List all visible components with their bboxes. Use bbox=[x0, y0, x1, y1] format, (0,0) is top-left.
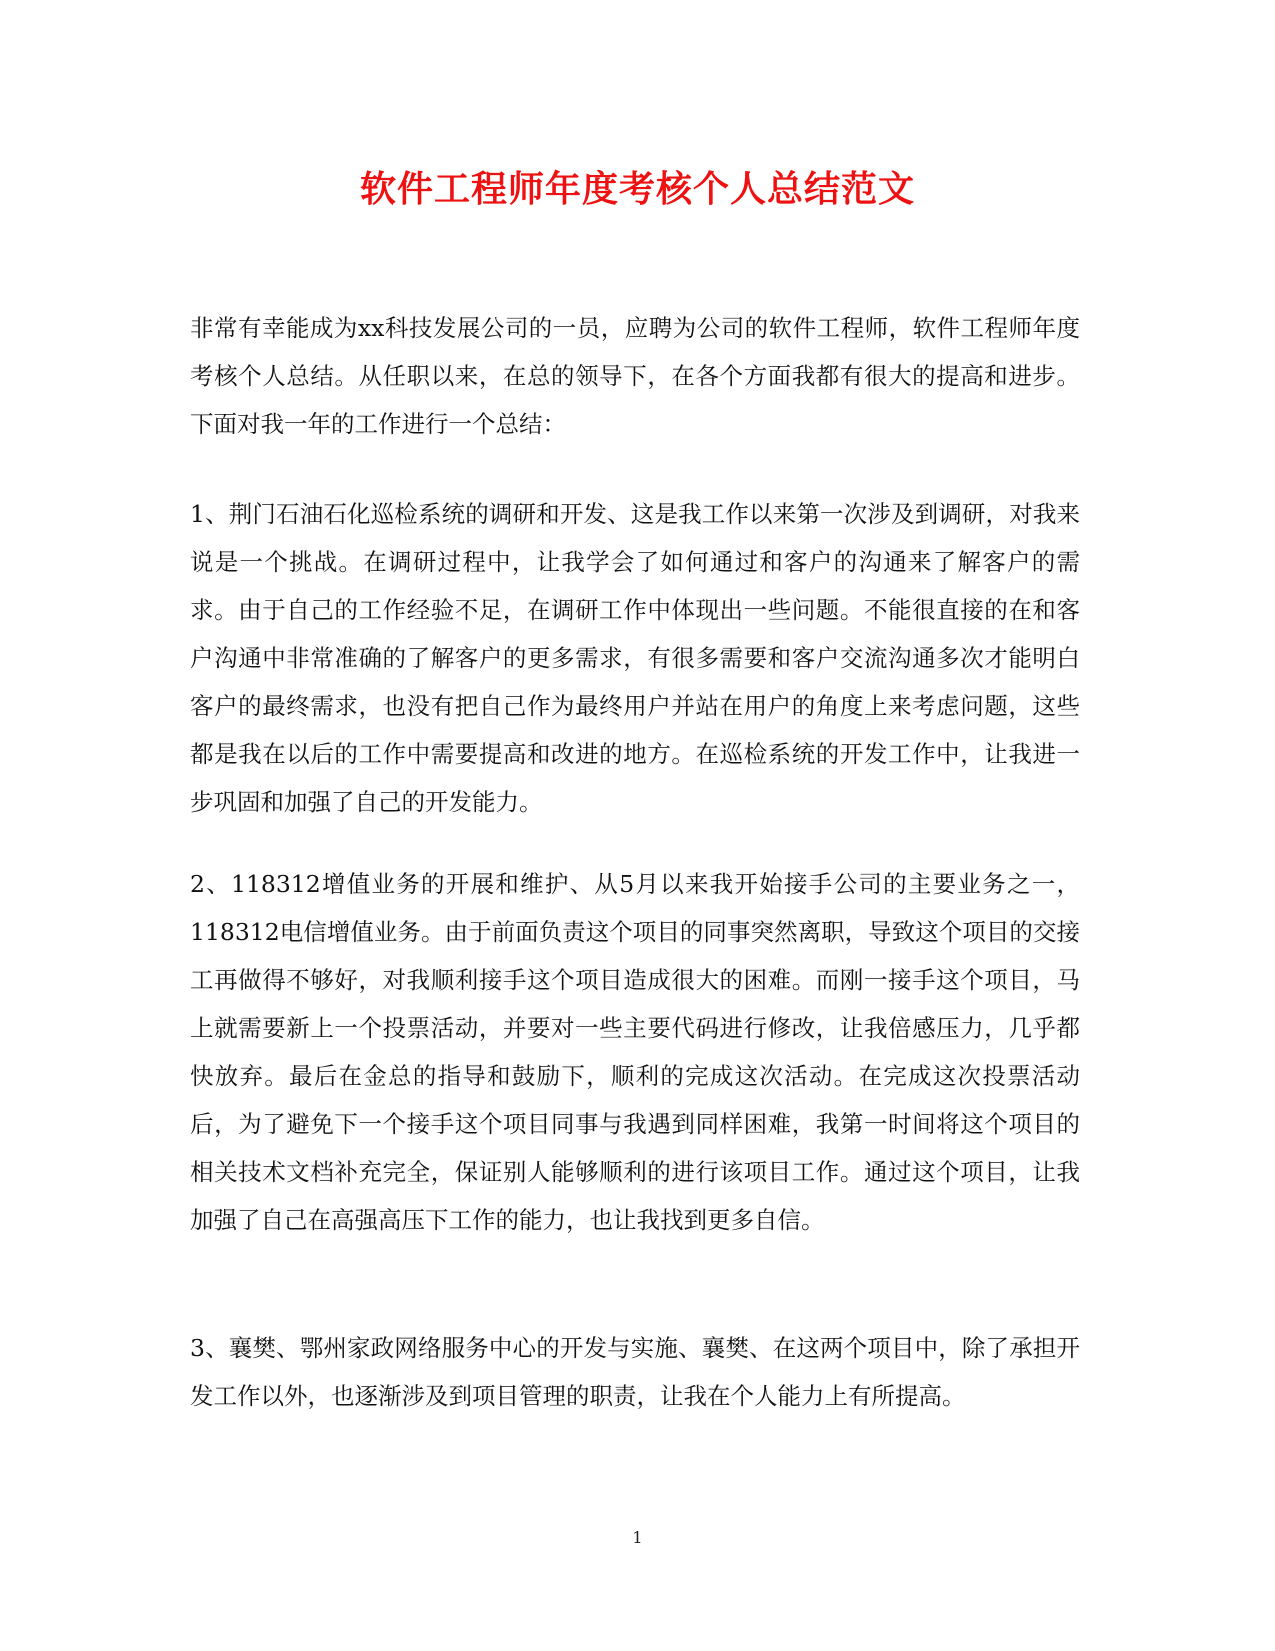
body-paragraph-2 bbox=[190, 860, 1080, 1244]
paragraph-text: 非常有幸能成为xx科技发展公司的一员，应聘为公司的软件工程师，软件工程师年度考核个人总结。从任职以来，在总的领导下，在各个方面我都有很大的提高和进步。下面对我一年的工作进行一个总结： bbox=[190, 314, 1080, 438]
body-paragraph-1 bbox=[190, 490, 1080, 826]
body-paragraph-3 bbox=[190, 1324, 1080, 1420]
page-number: 1 bbox=[632, 1528, 643, 1547]
body-paragraph-intro bbox=[190, 304, 1080, 448]
paragraph-text: 3、襄樊、鄂州家政网络服务中心的开发与实施、襄樊、在这两个项目中，除了承担开发工作以外，也逐渐涉及到项目管理的职责，让我在个人能力上有所提高。 bbox=[190, 1334, 1080, 1410]
paragraph-text: 1、荆门石油石化巡检系统的调研和开发、这是我工作以来第一次涉及到调研，对我来说是一个挑战。在调研过程中，让我学会了如何通过和客户的沟通来了解客户的需求。由于自己的工作经验不足，在调研工作中体现出一些问题。不能很直接的在和客户沟通中非常准确的了解客户的更多需求，有很多需要和客户交流沟通多次才能明白客户的最终需求，也没有把自己作为最终用户并站在用户的角度上来考虑问题，这些都是我在以后的工作中需要提高和改进的地方。在巡检系统的开发工作中，让我进一步巩固和加强了自己的开发能力。 bbox=[190, 500, 1080, 816]
paragraph-text: 2、118312增值业务的开展和维护、从5月以来我开始接手公司的主要业务之一，118312电信增值业务。由于前面负责这个项目的同事突然离职，导致这个项目的交接工再做得不够好，对我顺利接手这个项目造成很大的困难。而刚一接手这个项目，马上就需要新上一个投票活动，并要对一些主要代码进行修改，让我倍感压力，几乎都快放弃。最后在金总的指导和鼓励下，顺利的完成这次活动。在完成这次投票活动后，为了避免下一个接手这个项目同事与我遇到同样困难，我第一时间将这个项目的相关技术文档补充完全，保证别人能够顺利的进行该项目工作。通过这个项目，让我加强了自己在高强高压下工作的能力，也让我找到更多自信。 bbox=[190, 870, 1080, 1234]
document-title: 软件工程师年度考核个人总结范文 bbox=[359, 169, 915, 210]
